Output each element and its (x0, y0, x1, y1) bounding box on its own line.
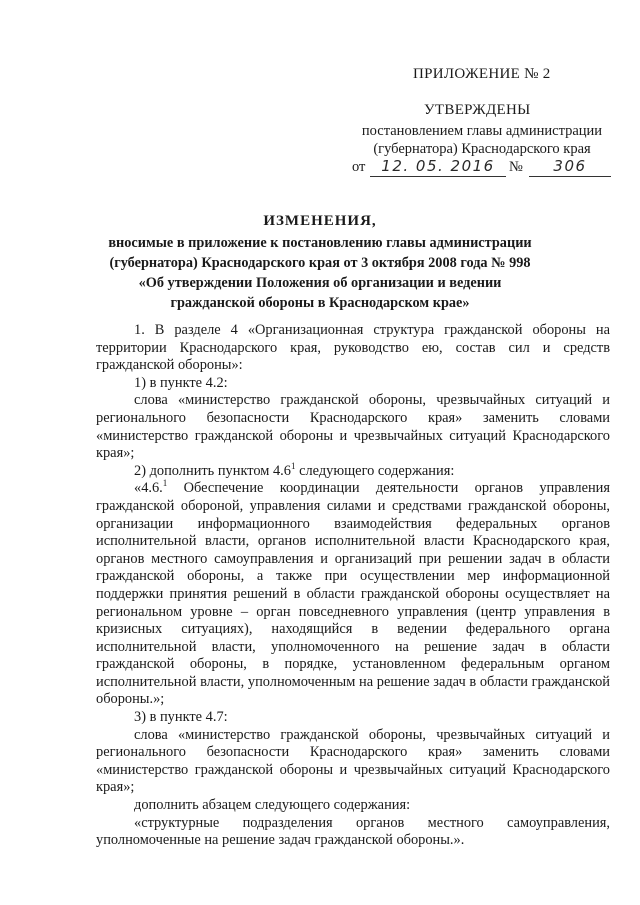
paragraph-7: слова «министерство гражданской обороны, чрезвычайных ситуаций и регионального безопасности Краснодарского края» заменить словами «министерство гражданской обороны и чрезвычайных ситуаций Краснодарского края»; (96, 726, 610, 796)
paragraph-4 (96, 460, 610, 481)
document-body (96, 322, 610, 850)
paragraph-5-superscript: 1 (162, 478, 168, 489)
document-subtitle-line-4: гражданской обороны в Краснодарском крае» (170, 295, 470, 311)
paragraph-9: «структурные подразделения органов местного самоуправления, уполномоченные на решение задач гражданской обороны.». (96, 814, 610, 849)
approved-by-line-2: (губернатора) Краснодарского края (373, 141, 591, 157)
paragraph-5-prefix: «4.6. (134, 480, 163, 497)
document-subtitle-line-2: (губернатора) Краснодарского края от 3 октября 2008 года № 998 (109, 255, 531, 271)
date-label: от (352, 159, 366, 175)
appendix-label: ПРИЛОЖЕНИЕ № 2 (413, 66, 551, 82)
paragraph-3: слова «министерство гражданской обороны, чрезвычайных ситуаций и регионального безопасности Краснодарского края» заменить словами «министерство гражданской обороны и чрезвычайных ситуаций Краснодарского края»; (96, 392, 610, 462)
paragraph-6: 3) в пункте 4.7: (134, 709, 228, 726)
number-label: № (509, 159, 523, 175)
document-subtitle-line-1: вносимые в приложение к постановлению главы администрации (108, 235, 532, 251)
paragraph-4-suffix: следующего содержания: (295, 462, 455, 479)
paragraph-1: 1. В разделе 4 «Организационная структура гражданской обороны на территории Краснодарского края, руководство ею, состав сил и средств гражданской обороны»: (96, 322, 610, 374)
handwritten-date: 12. 05. 2016 (370, 156, 506, 177)
decree-date-row (352, 157, 612, 179)
paragraph-8: дополнить абзацем следующего содержания: (134, 797, 411, 814)
approved-heading: УТВЕРЖДЕНЫ (424, 102, 531, 118)
paragraph-4-superscript: 1 (290, 460, 296, 471)
paragraph-4-prefix: 2) дополнить пунктом 4.6 (134, 462, 291, 479)
document-title: ИЗМЕНЕНИЯ, (263, 213, 377, 229)
document-subtitle-line-3: «Об утверждении Положения об организации и ведении (138, 275, 502, 291)
approved-by-line-1: постановлением главы администрации (361, 123, 603, 139)
handwritten-number: 306 (529, 156, 611, 177)
paragraph-2: 1) в пункте 4.2: (134, 374, 228, 391)
paragraph-5 (96, 480, 610, 709)
paragraph-5-text: Обеспечение координации деятельности органов управления гражданской обороной, управления силами и средствами гражданской обороны, организации информационного взаимодействия федеральных органов исполнительной власти, органов исполнительной власти Краснодарского края, органов местного самоуправления и организаций при решении задач в области гражданской обороны, а также при осуществлении мер информационной поддержки принятия решений в области гражданской обороны осуществляет на региональном уровне – орган повседневного управления (центр управления в кризисных ситуациях), находящийся в ведении федерального органа исполнительной власти, уполномоченного на решение задач в области гражданской обороны, в порядке, установленном федеральным органом исполнительной власти, уполномоченным на решение задач в области гражданской обороны.»; (96, 480, 610, 708)
